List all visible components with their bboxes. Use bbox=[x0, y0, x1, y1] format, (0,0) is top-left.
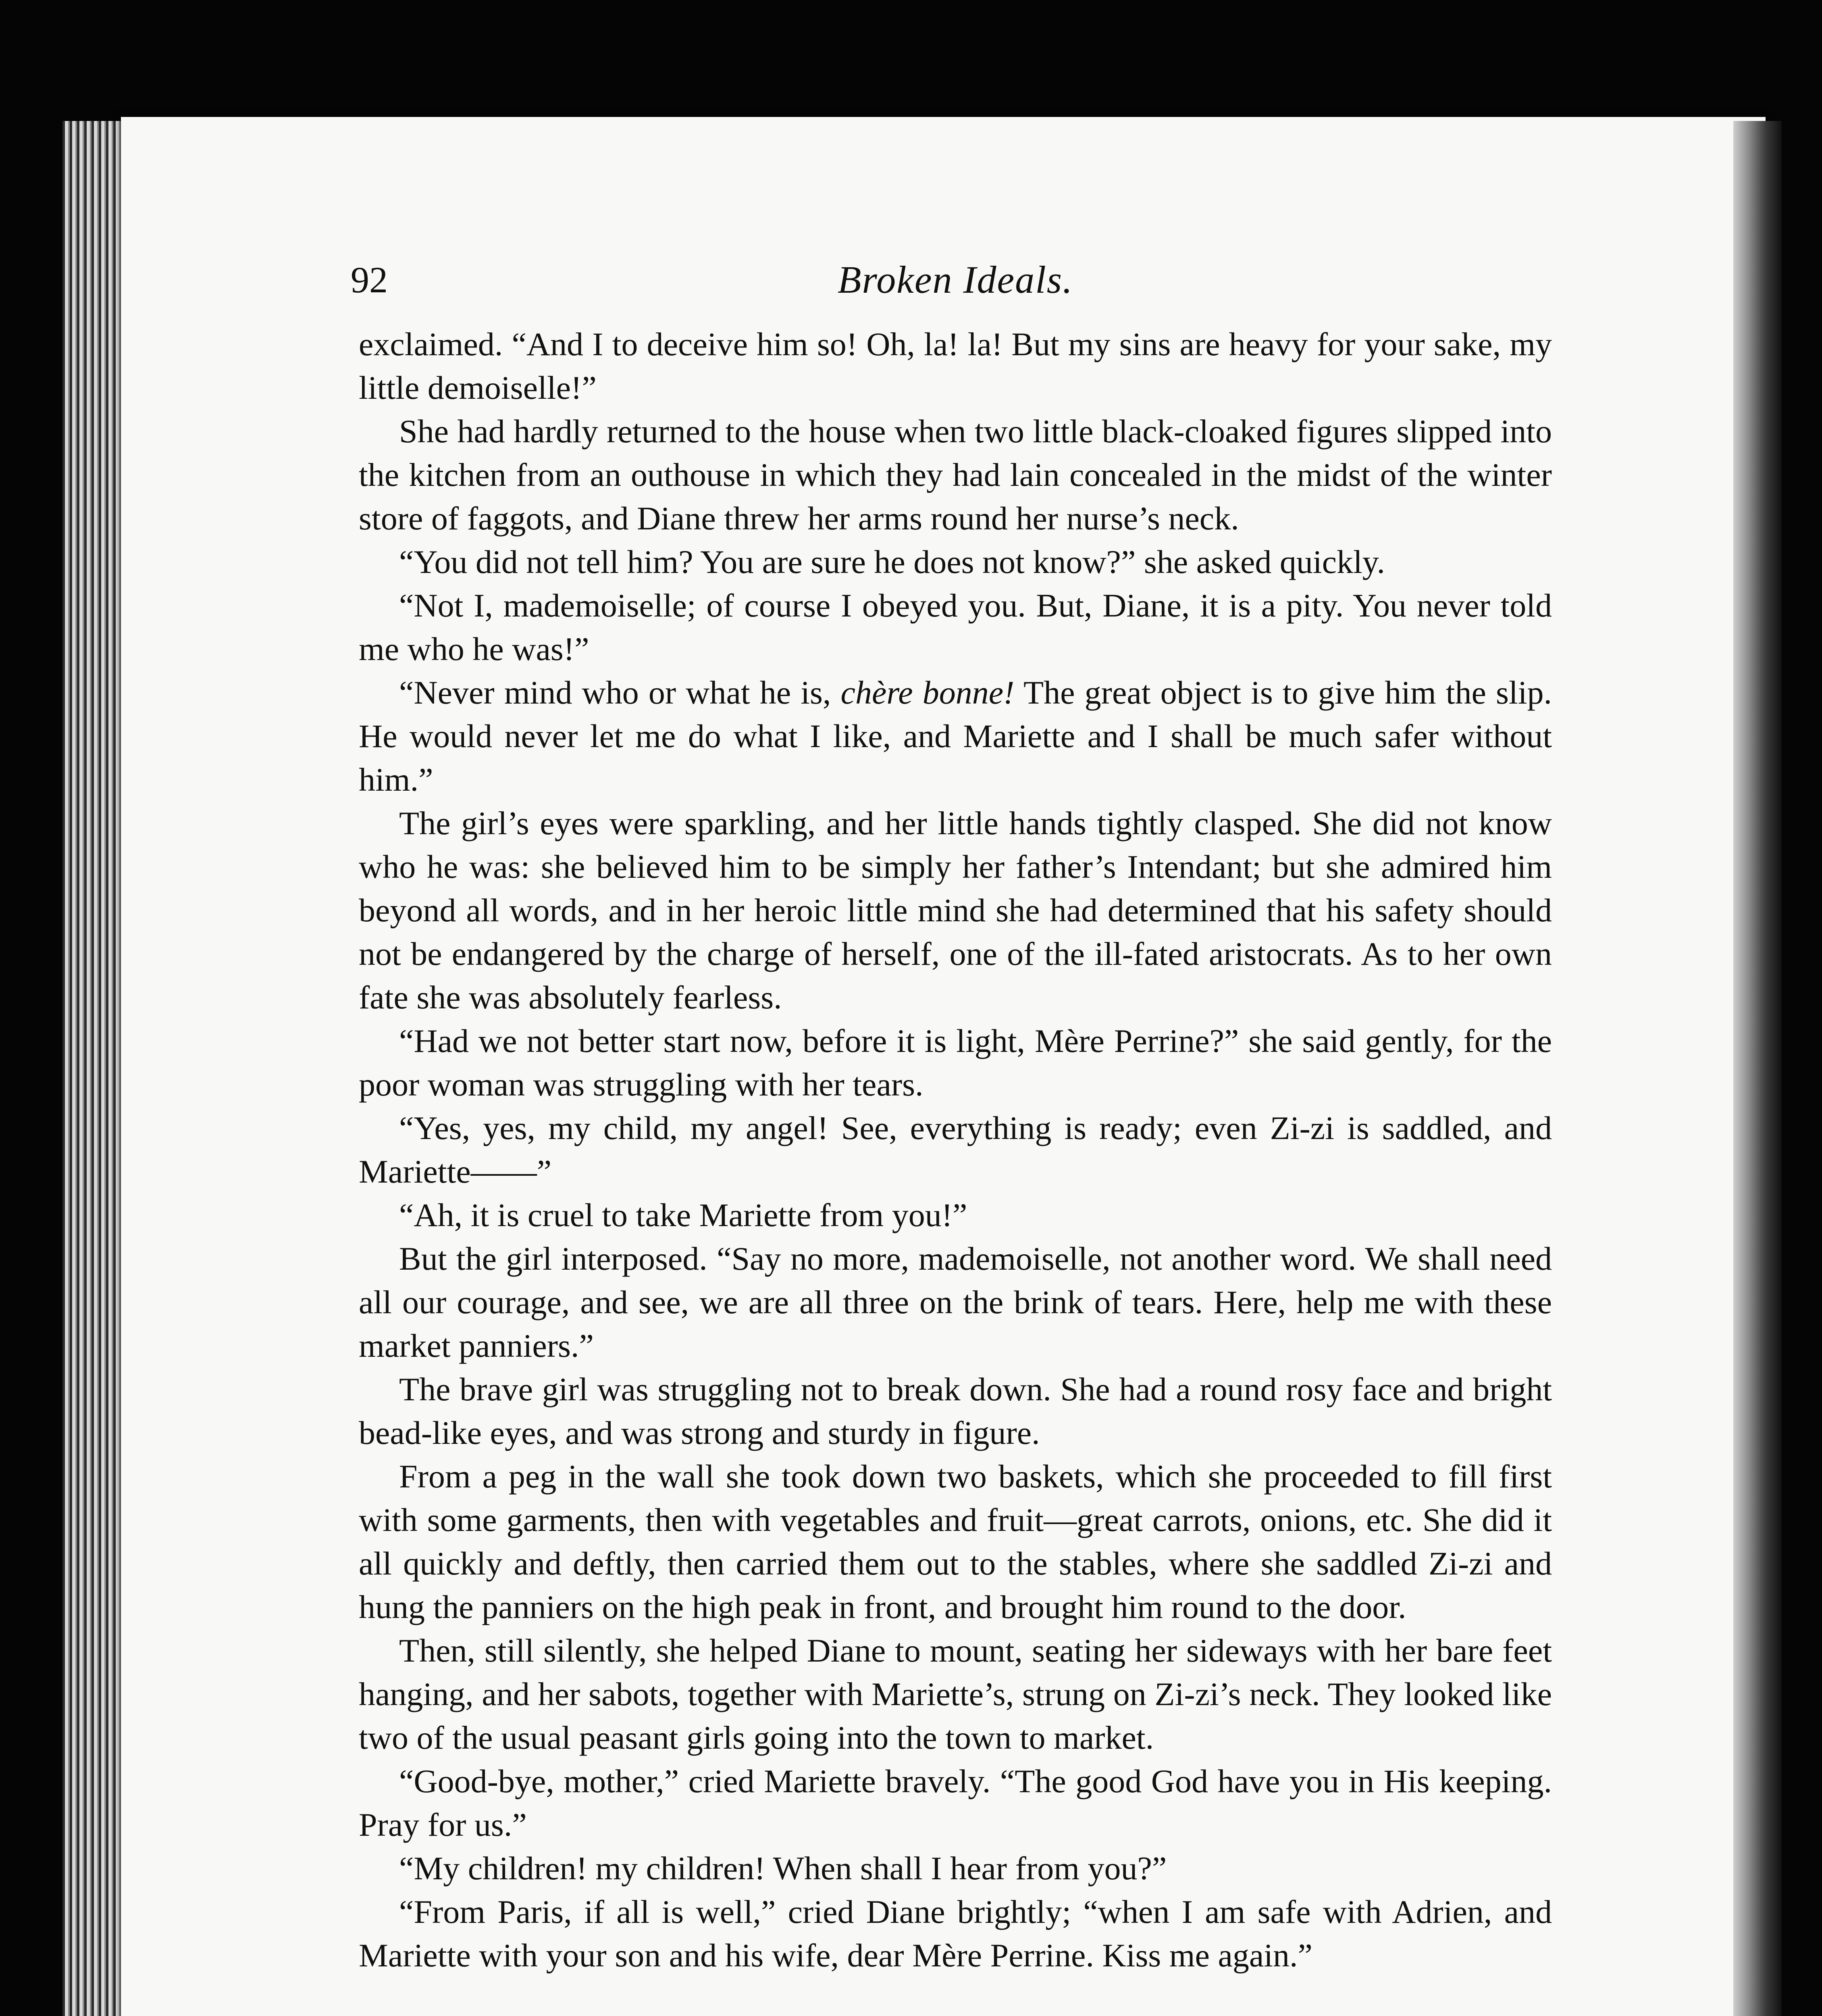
page-header bbox=[351, 258, 1552, 319]
paragraph-5-start: “Never mind who or what he is, bbox=[399, 674, 841, 711]
paragraph-4: “Not I, mademoiselle; of course I obeyed you. But, Diane, it is a pity. You never told me who he was!” bbox=[359, 587, 1552, 667]
paragraph-5-italic: chère bonne! bbox=[840, 674, 1015, 711]
paragraph-9: “Ah, it is cruel to take Mariette from you!” bbox=[399, 1197, 967, 1233]
paragraph-5-end: The great object is to give him the slip. He would never let me do what I like, and Mariette and I shall be much safer without him.” bbox=[359, 674, 1552, 798]
page-edge-right bbox=[1733, 121, 1782, 2016]
paragraph-12: From a peg in the wall she took down two baskets, which she proceeded to fill first with some garments, then with vegetables and fruit—great carrots, onions, etc. She did it all quickly and deftly, then carried them out to the stables, where she saddled Zi-zi and hung the panniers on the high peak in front, and brought him round to the door. bbox=[359, 1458, 1552, 1625]
paragraph-8: “Yes, yes, my child, my angel! See, everything is ready; even Zi-zi is saddled, and Mariette——” bbox=[359, 1110, 1552, 1190]
running-head: Broken Ideals. bbox=[837, 258, 1073, 301]
paragraph-1: exclaimed. “And I to deceive him so! Oh, la! la! But my sins are heavy for your sake, my little demoiselle!” bbox=[359, 326, 1552, 406]
paragraph-2: She had hardly returned to the house when two little black-cloaked figures slipped into the kitchen from an outhouse in which they had lain concealed in the midst of the winter store of faggots, and Diane threw her arms round her nurse’s neck. bbox=[359, 413, 1552, 537]
paragraph-3: “You did not tell him? You are sure he does not know?” she asked quickly. bbox=[399, 544, 1385, 580]
paragraph-16: “From Paris, if all is well,” cried Diane brightly; “when I am safe with Adrien, and Mariette with your son and his wife, dear Mère Perrine. Kiss me again.” bbox=[359, 1893, 1552, 1974]
page-number: 92 bbox=[351, 259, 388, 300]
paragraph-15: “My children! my children! When shall I hear from you?” bbox=[399, 1850, 1167, 1887]
paragraph-13: Then, still silently, she helped Diane to mount, seating her sideways with her bare feet hanging, and her sabots, together with Mariette’s, strung on Zi-zi’s neck. They looked like two of the usual peasant girls going into the town to market. bbox=[359, 1632, 1552, 1756]
paragraph-5 bbox=[359, 671, 1552, 802]
paragraph-7: “Had we not better start now, before it is light, Mère Perrine?” she said gently, for the poor woman was struggling with her tears. bbox=[359, 1023, 1552, 1103]
paragraph-6: The girl’s eyes were sparkling, and her little hands tightly clasped. She did not know who he was: she believed him to be simply her father’s Intendant; but she admired him beyond all words, and in her heroic little mind she had determined that his safety should not be endangered by the charge of herself, one of the ill-fated aristocrats. As to her own fate she was absolutely fearless. bbox=[359, 805, 1552, 1016]
page-text-block bbox=[351, 258, 1552, 1977]
paragraph-14: “Good-bye, mother,” cried Mariette bravely. “The good God have you in His keeping. Pray for us.” bbox=[359, 1763, 1552, 1843]
paragraph-10: But the girl interposed. “Say no more, mademoiselle, not another word. We shall need all our courage, and see, we are all three on the brink of tears. Here, help me with these market panniers.” bbox=[359, 1240, 1552, 1364]
paragraph-11: The brave girl was struggling not to break down. She had a round rosy face and bright bead-like eyes, and was strong and sturdy in figure. bbox=[359, 1371, 1552, 1451]
